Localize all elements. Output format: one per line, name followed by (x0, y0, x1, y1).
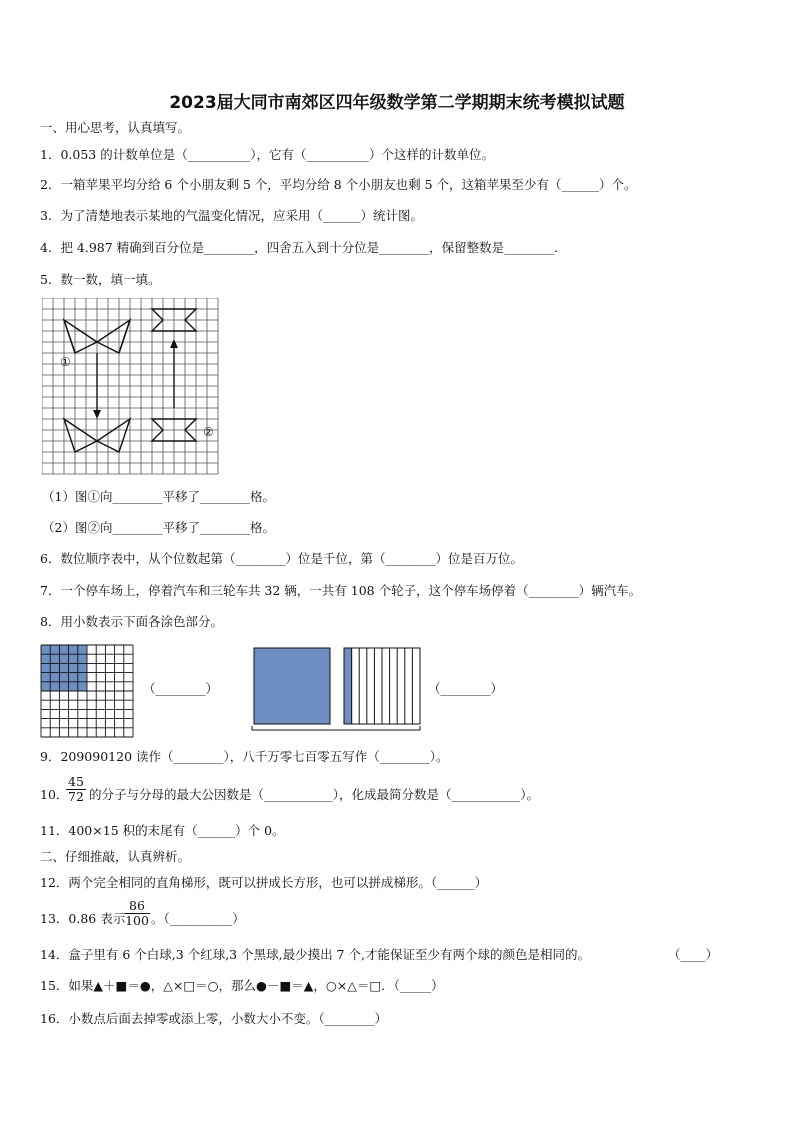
question-8-blank-2: （________） (428, 681, 504, 696)
down-arrow-head (93, 410, 101, 419)
question-5-part-1: （1）图①向________平移了________格。 (42, 489, 275, 504)
section-1-heading: 一、用心思考，认真填写。 (40, 120, 191, 135)
figure-1-label: ① (60, 355, 71, 369)
fraction-45-72 (66, 775, 86, 804)
question-10-text: 的分子与分母的最大公因数是（___________），化成最简分数是（___________）。 (89, 787, 540, 802)
question-14: 14．盒子里有 6 个白球,3 个红球,3 个黑球,最少摸出 7 个,才能保证至少有两个球的颜色是相同的。 (40, 947, 590, 962)
fraction-numerator: 45 (66, 775, 86, 790)
question-8: 8．用小数表示下面各涂色部分。 (40, 614, 223, 629)
question-11: 11．400×15 积的末尾有（______）个 0。 (40, 823, 285, 838)
question-3: 3．为了清楚地表示某地的气温变化情况，应采用（______）统计图。 (40, 208, 423, 223)
hundred-grid-figure (40, 644, 134, 738)
question-6: 6．数位顺序表中，从个位数起第（________）位是千位，第（________）位是百万位。 (40, 551, 523, 566)
fraction-denominator: 72 (68, 789, 84, 804)
shaded-region-grid (41, 645, 87, 691)
unit-squares-figure (250, 644, 422, 732)
question-13-suffix: 。（__________） (151, 911, 245, 926)
question-5: 5．数一数，填一填。 (40, 272, 161, 287)
fully-shaded-square (254, 648, 330, 724)
question-1: 1．0.053 的计数单位是（__________），它有（__________）个这样的计数单位。 (40, 147, 494, 162)
question-2: 2．一箱苹果平均分给 6 个小朋友剩 5 个，平均分给 8 个小朋友也剩 5 个，这箱苹果至少有（______）个。 (40, 177, 637, 192)
question-15: 15．如果▲＋■＝●，△×□＝○，那么●－■＝▲，○×△＝□．（_____） (40, 978, 444, 993)
question-7: 7．一个停车场上，停着汽车和三轮车共 32 辆，一共有 108 个轮子，这个停车场停着（________）辆汽车。 (40, 583, 642, 598)
question-9: 9．209090120 读作（________），八千万零七百零五写作（________）。 (40, 749, 449, 764)
translation-grid-figure (42, 298, 222, 478)
question-8-blank-1: （________） (143, 681, 219, 696)
fraction-numerator: 86 (124, 899, 150, 914)
question-10-number: 10． (40, 787, 69, 802)
fraction-86-100 (124, 899, 150, 928)
brace-bracket (252, 726, 420, 730)
question-12: 12．两个完全相同的直角梯形，既可以拼成长方形，也可以拼成梯形。（______） (40, 875, 488, 890)
question-14-blank: （____） (668, 947, 719, 962)
question-16: 16．小数点后面去掉零或添上零，小数大小不变。（________） (40, 1011, 388, 1026)
up-arrow-head (170, 339, 178, 348)
partially-shaded-strip (344, 648, 352, 724)
figure-2-label: ② (203, 425, 214, 439)
question-5-part-2: （2）图②向________平移了________格。 (42, 520, 275, 535)
section-2-heading: 二、仔细推敲，认真辨析。 (40, 849, 191, 864)
page-title: 2023届大同市南郊区四年级数学第二学期期末统考模拟试题 (169, 93, 625, 113)
question-4: 4．把 4.987 精确到百分位是________，四舍五入到十分位是________，保留整数是________． (40, 240, 567, 255)
fraction-denominator: 100 (125, 913, 149, 928)
question-13-prefix: 13．0.86 表示 (40, 911, 126, 926)
